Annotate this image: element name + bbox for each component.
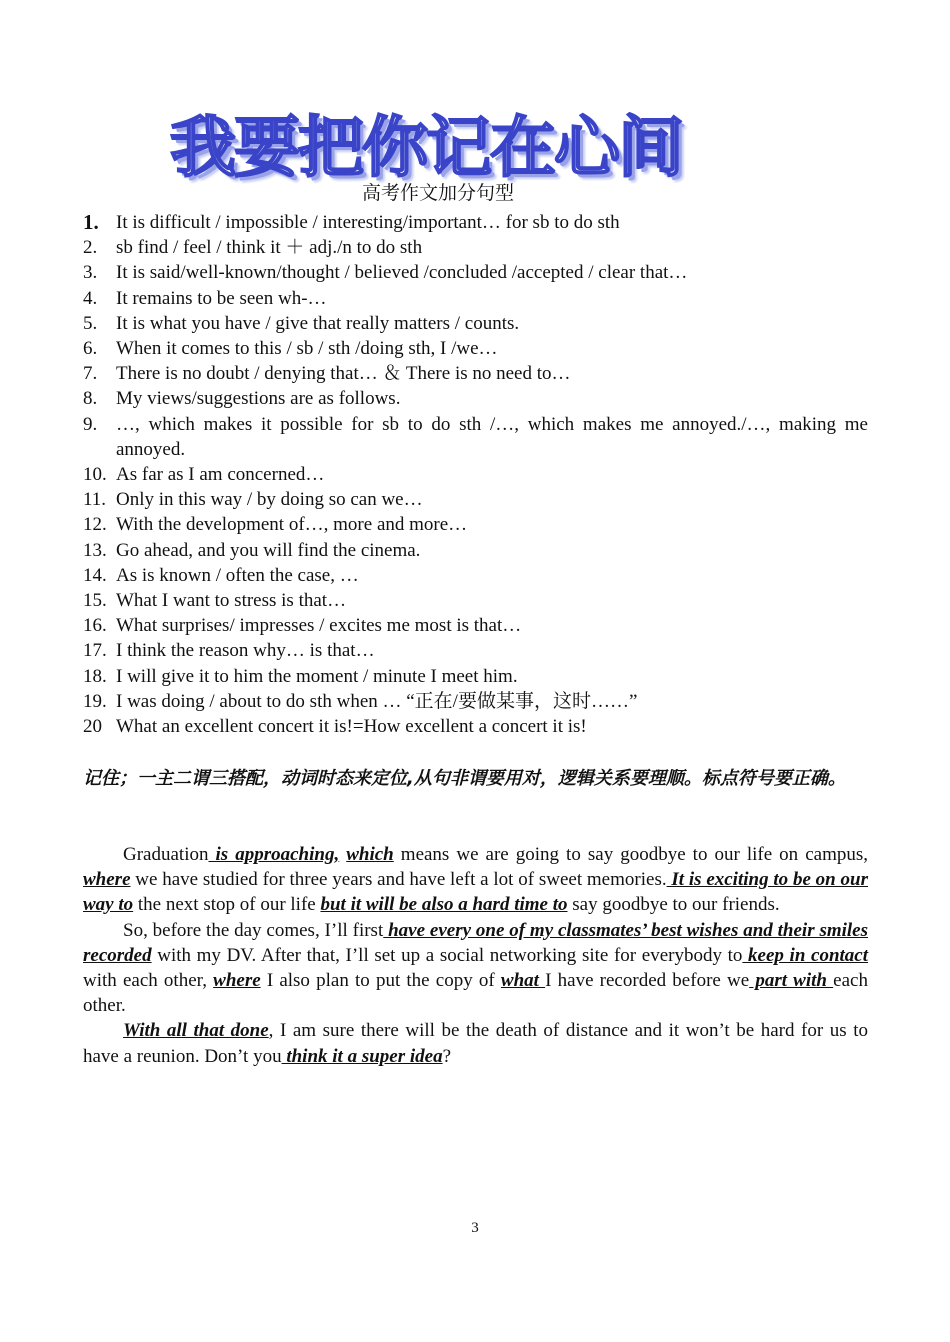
list-text: Go ahead, and you will find the cinema. <box>116 539 421 561</box>
list-number: 9. <box>83 413 98 435</box>
list-item <box>83 311 868 336</box>
essay-text: with each other, <box>83 970 214 992</box>
list-number: 19. <box>83 690 107 712</box>
list-text: What I want to stress is that… <box>116 590 347 612</box>
essay-paragraph <box>83 842 868 918</box>
list-number: 4. <box>83 287 98 309</box>
list-item <box>83 361 868 386</box>
highlight-phrase: where <box>83 869 131 891</box>
essay-paragraph <box>83 918 868 1019</box>
list-number: 8. <box>83 388 98 410</box>
highlight-phrase: but it will be also a hard time to <box>320 894 568 916</box>
list-number: 13. <box>83 539 107 561</box>
list-number: 20 <box>83 716 102 738</box>
list-item <box>83 512 868 537</box>
list-number: 3. <box>83 262 98 284</box>
highlight-phrase: With all that done <box>123 1020 269 1042</box>
list-text: It is difficult / impossible / interesting/important… for sb to do sth <box>116 212 620 233</box>
highlight-phrase: where <box>213 970 261 992</box>
essay-text: I have recorded before we <box>545 970 750 992</box>
list-text: I will give it to him the moment / minute I meet him. <box>116 665 518 687</box>
highlight-phrase: keep in contact <box>742 944 869 966</box>
list-item <box>83 588 868 613</box>
list-item <box>83 462 868 487</box>
highlight-phrase: is approaching, <box>208 844 340 865</box>
list-text: As is known / often the case, … <box>116 564 359 586</box>
list-item <box>83 664 868 689</box>
list-number: 7. <box>83 363 98 385</box>
essay-text: we have studied for three years and have left a lot of sweet memories. <box>130 869 667 891</box>
list-number: 11. <box>83 489 107 511</box>
highlight-phrase: which <box>346 844 394 865</box>
list-number: 1. <box>83 210 99 234</box>
list-text: With the development of…, more and more… <box>116 514 468 536</box>
page-subtitle: 高考作文加分句型 <box>361 182 514 204</box>
list-item <box>83 487 868 512</box>
essay-paragraph <box>83 1018 868 1068</box>
sample-essay <box>83 842 868 1069</box>
list-text: It remains to be seen wh-… <box>116 287 327 309</box>
list-item <box>83 386 868 411</box>
list-number: 18. <box>83 665 107 687</box>
list-text: As far as I am concerned… <box>116 464 325 486</box>
list-text: I think the reason why… is that… <box>116 640 375 662</box>
essay-text: So, before the day comes, I’ll first <box>123 919 384 941</box>
list-item <box>83 260 868 285</box>
list-text: It is what you have / give that really matters / counts. <box>116 312 520 334</box>
essay-text: the next stop of our life <box>133 894 321 916</box>
word-art-title: 我要把你记在心间 <box>170 109 682 186</box>
highlight-phrase: what <box>500 970 546 992</box>
list-item <box>83 210 868 235</box>
list-item <box>83 538 868 563</box>
list-text: …, which makes it possible for sb to do sth /…, which makes me annoyed./…, making me annoyed. <box>116 413 868 460</box>
list-text: What surprises/ impresses / excites me most is that… <box>116 615 522 637</box>
essay-text: I also plan to put the copy of <box>260 970 501 992</box>
highlight-phrase: part with <box>749 970 834 992</box>
list-item <box>83 286 868 311</box>
list-text: What an excellent concert it is!=How excellent a concert it is! <box>116 716 587 738</box>
list-item <box>83 563 868 588</box>
list-text: There is no doubt / denying that… ＆ There is no need to… <box>116 363 571 385</box>
remember-note: 记住；一主二谓三搭配，动词时态来定位,从句非谓要用对，逻辑关系要理顺。标点符号要正确。 <box>83 768 846 789</box>
list-item <box>83 638 868 663</box>
list-number: 5. <box>83 312 98 334</box>
list-text: Only in this way / by doing so can we… <box>116 489 423 511</box>
list-number: 14. <box>83 564 107 586</box>
essay-text: Graduation <box>123 844 209 865</box>
list-item <box>83 235 868 260</box>
list-item <box>83 336 868 361</box>
list-number: 15. <box>83 590 107 612</box>
essay-text: say goodbye to our friends. <box>567 894 780 916</box>
list-item <box>83 714 868 739</box>
list-number: 17. <box>83 640 107 662</box>
list-number: 10. <box>83 464 107 486</box>
page-number: 3 <box>471 1220 479 1236</box>
essay-text: with my DV. After that, I’ll set up a social networking site for everybody to <box>151 944 743 966</box>
list-text: It is said/well-known/thought / believed /concluded /accepted / clear that… <box>116 262 688 284</box>
highlight-phrase: think it a super idea <box>281 1045 443 1067</box>
list-text: I was doing / about to do sth when … “正在/要做某事，这时……” <box>116 690 638 712</box>
list-item <box>83 412 868 462</box>
highlight-phrase: It is exciting to be on our way to <box>83 869 868 916</box>
list-text: sb find / feel / think it ＋ adj./n to do sth <box>116 237 423 259</box>
essay-text: , I am sure there will be the death of distance and it won’t be hard for us to have a reunion. Don’t you <box>83 1020 868 1067</box>
list-number: 16. <box>83 615 107 637</box>
sentence-pattern-list <box>83 210 868 739</box>
essay-text: each other. <box>83 970 868 1017</box>
highlight-phrase: have every one of my classmates’ best wishes and their smiles recorded <box>83 919 869 966</box>
list-item <box>83 613 868 638</box>
essay-text: ? <box>442 1045 452 1067</box>
list-text: My views/suggestions are as follows. <box>116 388 401 410</box>
essay-text: means we are going to say goodbye to our life on campus, <box>393 844 868 865</box>
list-number: 12. <box>83 514 107 536</box>
list-number: 2. <box>83 237 98 259</box>
list-item <box>83 689 868 714</box>
list-text: When it comes to this / sb / sth /doing sth, I /we… <box>116 338 498 360</box>
list-number: 6. <box>83 338 98 360</box>
